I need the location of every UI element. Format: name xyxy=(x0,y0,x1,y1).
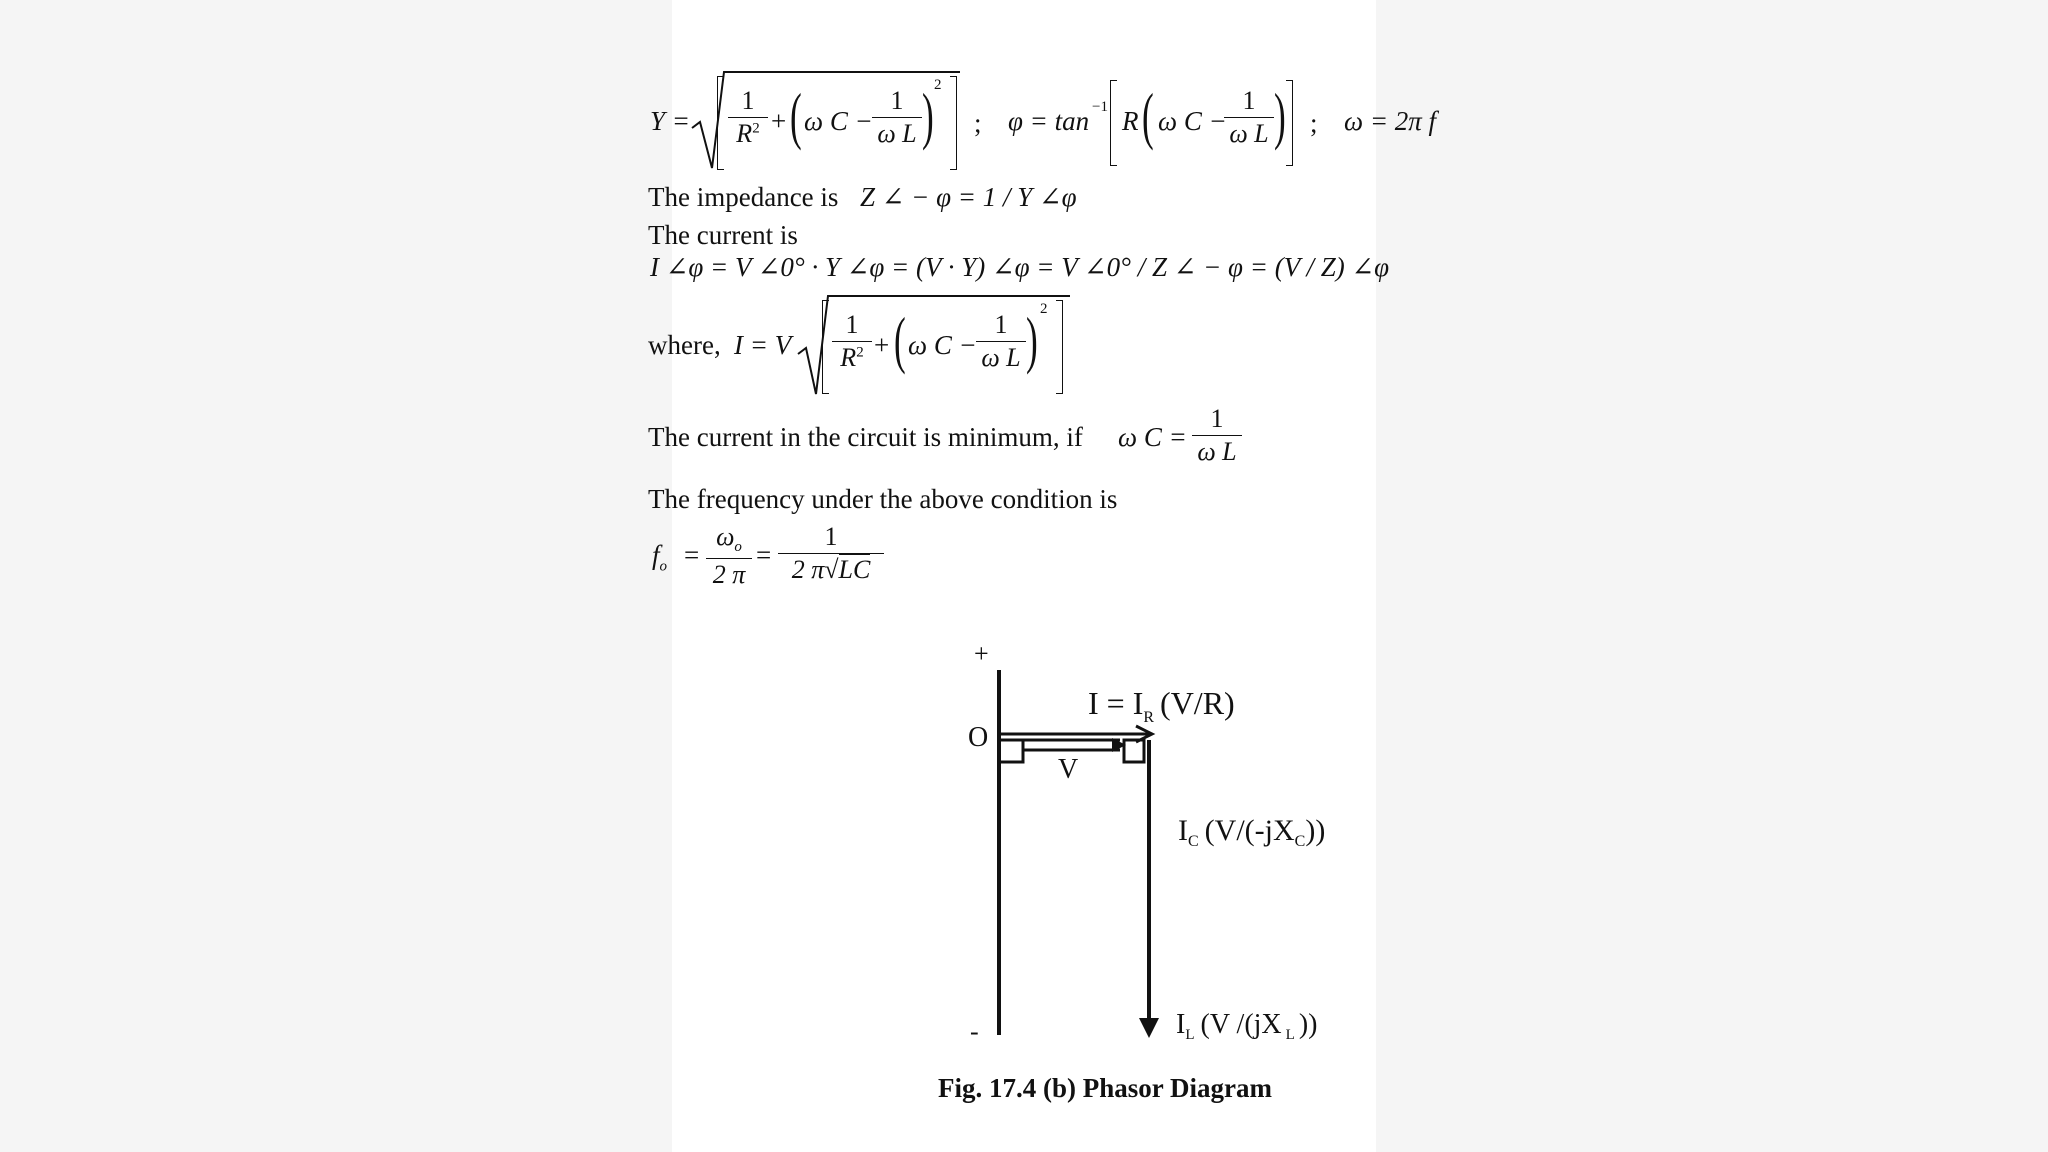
where-omega-c-minus: ω C − xyxy=(908,330,977,360)
right-angle-box xyxy=(1124,740,1144,762)
phi-tan-label: φ = tan xyxy=(1008,106,1090,136)
omega-over-2pi: $\omega_o$ 2 π xyxy=(706,524,752,588)
minimum-fraction: 1 ω L xyxy=(1192,406,1242,465)
equals-1: = xyxy=(684,540,700,570)
i-eq-v: I = V xyxy=(734,330,792,360)
inverse-exponent: −1 xyxy=(1092,99,1108,115)
where-plus: + xyxy=(874,330,890,360)
where-square-exponent: 2 xyxy=(1040,301,1048,317)
plus-terminal: + xyxy=(974,639,989,668)
impedance-text: The impedance is xyxy=(648,182,839,212)
one-over-2pi-root-lc: 1 2 π√LC xyxy=(778,524,884,583)
where-right-paren: ) xyxy=(1026,304,1038,375)
frequency-text: The frequency under the above condition is xyxy=(648,484,1118,514)
tan-fraction: 1 ω L xyxy=(1224,88,1274,147)
left-bracket xyxy=(717,76,724,170)
left-paren: ( xyxy=(790,80,802,151)
plus-sign: + xyxy=(771,106,787,136)
omega-c-minus: ω C − xyxy=(804,106,873,136)
where-fraction-1-over-r2: 1 $R^2$ xyxy=(832,312,872,371)
i-label: $I = I_R$ (V/R) xyxy=(1088,685,1235,726)
omega-definition: ω = 2π f xyxy=(1344,106,1437,136)
where-fraction-1-over-wl: 1 ω L xyxy=(976,312,1026,371)
where-left-bracket xyxy=(822,300,829,394)
current-intro: The current is xyxy=(648,220,798,250)
where-text: where, xyxy=(648,330,721,360)
f-symbol: $f_o$ xyxy=(652,540,668,575)
y-eq-label: Y = xyxy=(650,106,690,136)
right-paren: ) xyxy=(922,80,934,151)
square-exponent: 2 xyxy=(934,77,942,93)
minus-terminal: - xyxy=(970,1017,979,1046)
r-symbol: R xyxy=(1122,106,1139,136)
right-bracket xyxy=(950,76,957,170)
where-left-paren: ( xyxy=(894,304,906,375)
tan-right-paren: ) xyxy=(1274,80,1286,151)
v-phasor-box xyxy=(999,740,1023,762)
fraction-1-over-r2: 1 $R^2$ xyxy=(728,88,768,147)
current-equation: I ∠φ = V ∠0° · Y ∠φ = (V · Y) ∠φ = V ∠0° / Z ∠ − φ = (V / Z) ∠φ xyxy=(650,252,1390,282)
tan-left-paren: ( xyxy=(1142,80,1154,151)
fraction-1-over-wl: 1 ω L xyxy=(872,88,922,147)
tan-right-bracket xyxy=(1286,80,1293,166)
v-label: V xyxy=(1058,754,1079,785)
where-right-bracket xyxy=(1056,300,1063,394)
minimum-lhs: ω C = xyxy=(1118,422,1187,452)
separator-2: ; xyxy=(1310,108,1318,138)
figure-caption: Fig. 17.4 (b) Phasor Diagram xyxy=(938,1073,1272,1103)
impedance-math: Z ∠ − φ = 1 / Y ∠φ xyxy=(860,182,1077,212)
separator-1: ; xyxy=(974,108,982,138)
phasor-diagram xyxy=(940,630,1380,1050)
ic-label: $I_C$ $(V/(-jX_C))$ xyxy=(1178,814,1326,850)
il-arrowhead xyxy=(1139,1018,1159,1038)
minimum-text: The current in the circuit is minimum, if xyxy=(648,422,1083,452)
equals-2: = xyxy=(756,540,772,570)
origin-label: O xyxy=(968,722,989,753)
il-label: $I_L$ (V /(jX $_L$ )) xyxy=(1176,1009,1318,1043)
tan-left-bracket xyxy=(1110,80,1117,166)
tan-omega-c-minus: ω C − xyxy=(1158,106,1227,136)
